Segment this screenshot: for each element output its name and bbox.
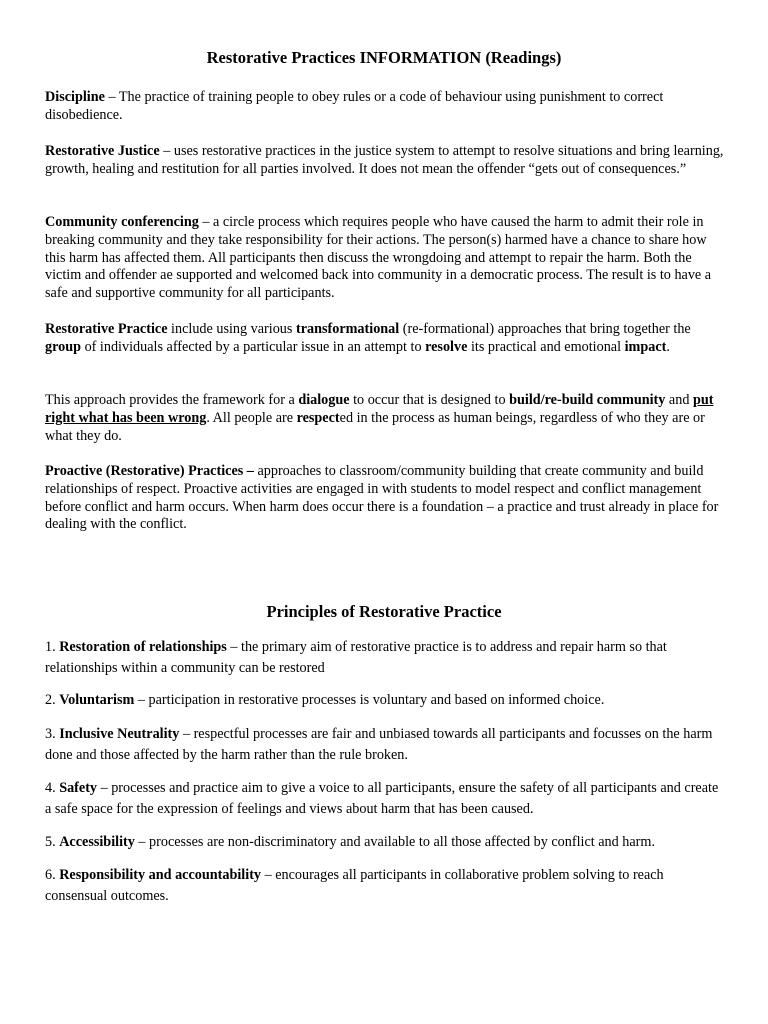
bold-segment: transformational bbox=[295, 321, 400, 337]
definition-text: – uses restorative practices in the justice system to attempt to resolve situations and bring learning, growth, healing and restitution for all parties involved. It does not mean the offender “gets out of consequences.” bbox=[45, 143, 724, 177]
term-restorative-practice: Restorative Practice bbox=[45, 321, 168, 337]
principle-item bbox=[45, 690, 725, 711]
principle-number: 4. bbox=[45, 780, 60, 796]
text-segment: . All people are bbox=[206, 409, 297, 426]
principle-item bbox=[45, 865, 725, 907]
principle-term: Inclusive Neutrality bbox=[59, 726, 180, 742]
definition-text: approaches to classroom/community building that create community and build relationships of respect. Proactive activities are engaged in with students to model respect and conflict management before conflict and harm occurs. When harm does occur there is a foundation – a practice and trust already in place for dealing with the conflict. bbox=[45, 463, 719, 533]
bold-segment: dialogue bbox=[298, 392, 350, 408]
text-segment: include using various bbox=[167, 321, 296, 337]
principle-term: Accessibility bbox=[59, 834, 135, 850]
text-segment: its practical and emotional bbox=[467, 338, 625, 355]
bold-segment: build/re-build community bbox=[509, 392, 666, 408]
principle-text: – processes are non-discriminatory and available to all those affected by conflict and harm. bbox=[134, 834, 655, 850]
text-segment: . bbox=[666, 338, 670, 355]
principle-number: 1. bbox=[45, 639, 60, 655]
principle-text: – respectful processes are fair and unbiased towards all participants and focusses on the harm done and those affected by the harm rather than the rule broken. bbox=[45, 726, 713, 763]
principle-number: 3. bbox=[45, 726, 60, 742]
principle-item bbox=[45, 637, 725, 679]
bold-segment: impact bbox=[624, 338, 667, 355]
principle-number: 6. bbox=[45, 867, 60, 883]
definition-discipline bbox=[45, 89, 725, 125]
principle-term: Restoration of relationships bbox=[59, 639, 227, 655]
principle-text: – the primary aim of restorative practice is to address and repair harm so that relationships within a community can be restored bbox=[45, 639, 667, 676]
text-segment: (re-formational) approaches that bring together the bbox=[399, 321, 691, 337]
principle-item bbox=[45, 724, 725, 766]
text-segment: to occur that is designed to bbox=[349, 392, 510, 408]
principle-number: 5. bbox=[45, 834, 60, 850]
text-segment: This approach provides the framework for a bbox=[45, 392, 299, 408]
principle-term: Safety bbox=[59, 780, 98, 796]
bold-segment: resolve bbox=[425, 338, 468, 355]
principle-item bbox=[45, 832, 725, 853]
term-restorative-justice: Restorative Justice bbox=[45, 143, 160, 159]
definition-community-conferencing bbox=[45, 214, 725, 303]
term-discipline: Discipline bbox=[45, 89, 105, 105]
term-proactive-practices: Proactive (Restorative) Practices – bbox=[45, 463, 254, 479]
approach-paragraph bbox=[45, 392, 725, 445]
principle-text: – processes and practice aim to give a voice to all participants, ensure the safety of all participants and create a safe space for the expression of feelings and views about harm that has been caused. bbox=[45, 780, 719, 817]
definition-text: – The practice of training people to obey rules or a code of behaviour using punishment to correct disobedience. bbox=[45, 89, 664, 123]
section-title-principles: Principles of Restorative Practice bbox=[266, 602, 502, 621]
bold-segment: respect bbox=[296, 409, 340, 426]
definition-restorative-practice bbox=[45, 321, 725, 357]
text-segment: of individuals affected by a particular issue in an attempt to bbox=[81, 338, 426, 355]
term-community-conferencing: Community conferencing bbox=[45, 214, 199, 230]
bold-segment: group bbox=[45, 338, 82, 355]
definition-text: – a circle process which requires people who have caused the harm to admit their role in breaking community and they take responsibility for their actions. The person(s) harmed have a chance to share how this harm has affected them. All participants then discuss the wrongdoing and attempt to repair the harm. Both the victim and offender ae supported and welcomed back into community in a democratic process. The result is to have a safe and supportive community for all participants. bbox=[45, 214, 712, 302]
principle-item bbox=[45, 778, 725, 820]
principle-text: – participation in restorative processes is voluntary and based on informed choice. bbox=[134, 692, 605, 708]
principle-term: Voluntarism bbox=[59, 692, 135, 708]
principle-term: Responsibility and accountability bbox=[59, 867, 262, 883]
underlined-segment: put right what has been wrong bbox=[45, 392, 714, 426]
text-segment: ed in the process as human beings, regardless of who they are or what they do. bbox=[45, 409, 705, 444]
definition-restorative-justice bbox=[45, 143, 725, 179]
principle-text: – encourages all participants in collaborative problem solving to reach consensual outcomes. bbox=[45, 867, 664, 904]
principle-number: 2. bbox=[45, 692, 60, 708]
page-title: Restorative Practices INFORMATION (Readings) bbox=[206, 48, 562, 67]
definition-proactive-practices bbox=[45, 463, 725, 534]
text-segment: and bbox=[665, 392, 693, 408]
